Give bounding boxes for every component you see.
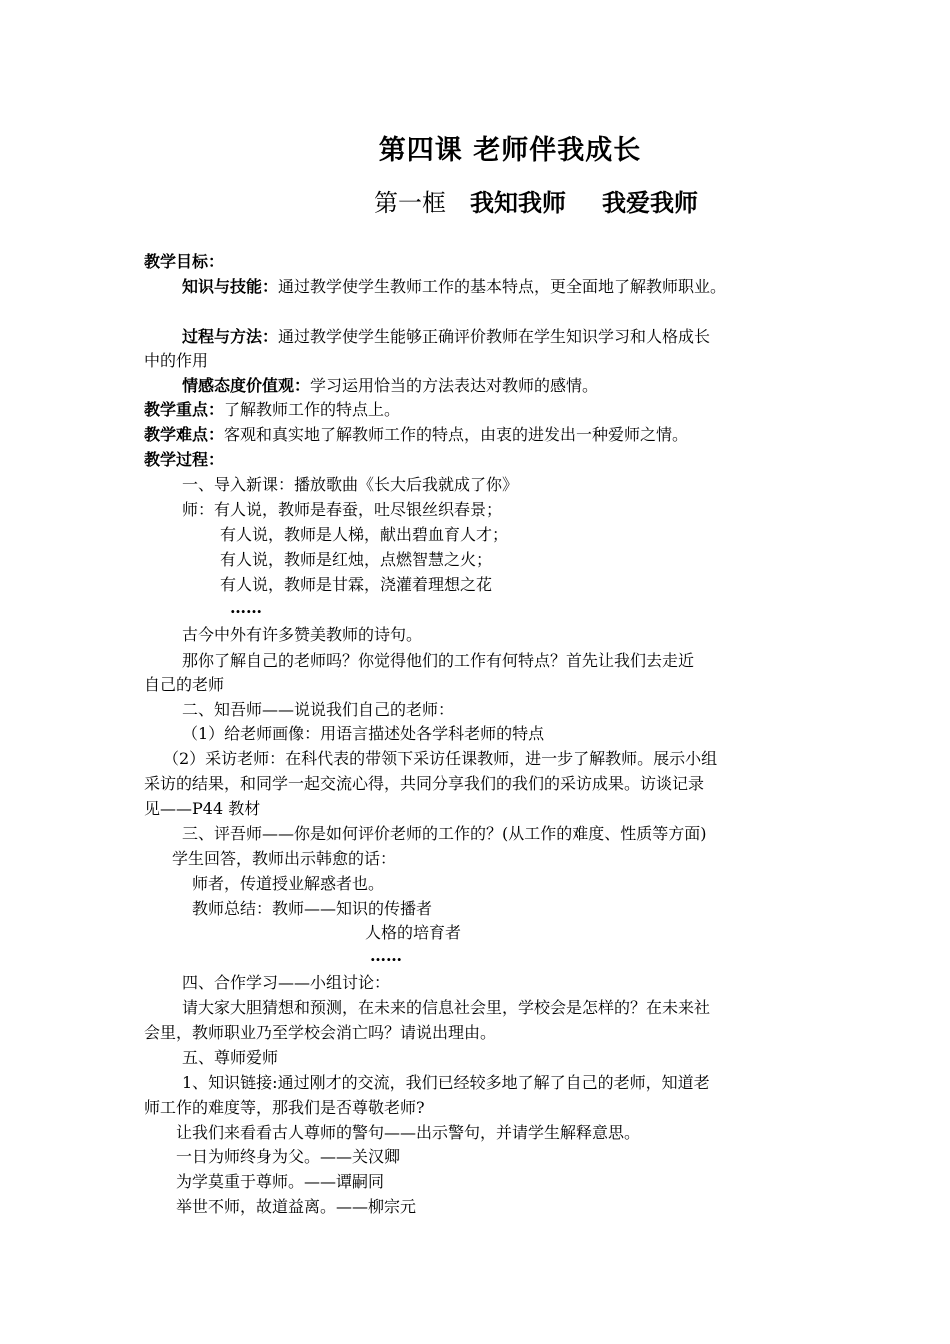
process-text-continued: 中的作用 [144,351,209,370]
knowledge-text: 通过教学使学生教师工作的基本特点，更全面地了解教师职业。 [278,277,727,296]
body-line: 会里，教师职业乃至学校会消亡吗？请说出理由。 [144,1023,497,1042]
body-line: 请大家大胆猜想和预测，在未来的信息社会里，学校会是怎样的？在未来社 [182,998,711,1017]
subtitle-part-1: 我知我师 [470,188,566,217]
body-line: （1）给老师画像：用语言描述处各学科老师的特点 [182,724,545,743]
body-line: 有人说，教师是甘霖，浇灌着理想之花 [220,575,493,594]
body-line: 一日为师终身为父。——关汉卿 [176,1147,401,1166]
body-line: 那你了解自己的老师吗？你觉得他们的工作有何特点？首先让我们去走近 [182,651,695,670]
body-line: 有人说，教师是红烛，点燃智慧之火； [220,550,493,569]
process-label: 过程与方法： [182,327,279,346]
body-line: 师：有人说，教师是春蚕，吐尽银丝织春景； [182,500,503,519]
body-line: 四、合作学习——小组讨论： [182,973,391,992]
subtitle-part-2: 我爱我师 [602,188,698,217]
emotion-text: 学习运用恰当的方法表达对教师的感情。 [310,376,599,395]
focus-label: 教学重点： [144,400,225,419]
body-line: （2）采访老师：在科代表的带领下采访任课教师，进一步了解教师。展示小组 [163,749,718,768]
body-line: 让我们来看看古人尊师的警句——出示警句，并请学生解释意思。 [176,1123,641,1142]
body-line: 三、评吾师——你是如何评价老师的工作的？(从工作的难度、性质等方面) [182,824,707,843]
knowledge-label: 知识与技能： [182,277,279,296]
body-line: 教师总结：教师——知识的传播者 [192,899,433,918]
body-line: 有人说，教师是人梯，献出碧血育人才； [220,525,509,544]
lesson-subtitle [374,183,698,218]
difficulty-text: 客观和真实地了解教师工作的特点，由衷的进发出一种爱师之情。 [224,425,689,444]
subtitle-lead: 第一框 [374,189,446,217]
objective-emotion [182,375,598,397]
lesson-title: 第四课 老师伴我成长 [378,135,642,166]
objective-process [182,326,710,348]
body-line: 一、导入新课：播放歌曲《长大后我就成了你》 [182,475,519,494]
body-line: 为学莫重于尊师。——谭嗣同 [176,1172,385,1191]
body-line: 自己的老师 [144,675,225,694]
ellipsis: …… [230,598,262,617]
body-line: 五、尊师爱师 [182,1048,279,1067]
objective-knowledge [182,276,726,298]
emotion-label: 情感态度价值观： [182,376,311,395]
ellipsis: …… [370,946,402,965]
focus-text: 了解教师工作的特点上。 [224,400,401,419]
body-line: 人格的培育者 [365,923,462,942]
process-text: 通过教学使学生能够正确评价教师在学生知识学习和人格成长 [278,327,711,346]
process-heading: 教学过程： [144,450,225,469]
body-line: 1、知识链接:通过刚才的交流，我们已经较多地了解了自己的老师，知道老 [182,1073,710,1092]
body-line: 学生回答，教师出示韩愈的话： [172,849,397,868]
body-line: 二、知吾师——说说我们自己的老师： [182,700,455,719]
body-line: 采访的结果，和同学一起交流心得，共同分享我们的我们的采访成果。访谈记录 [144,774,705,793]
body-line: 师者，传道授业解惑者也。 [192,874,385,893]
teaching-difficulty [144,424,688,446]
body-line: 举世不师，故道益离。——柳宗元 [176,1197,417,1216]
body-line: 古今中外有许多赞美教师的诗句。 [182,625,423,644]
difficulty-label: 教学难点： [144,425,225,444]
objectives-heading: 教学目标： [144,252,225,271]
body-line: 师工作的难度等，那我们是否尊敬老师? [144,1098,425,1117]
teaching-focus [144,399,400,421]
body-line: 见——P44 教材 [144,799,261,818]
